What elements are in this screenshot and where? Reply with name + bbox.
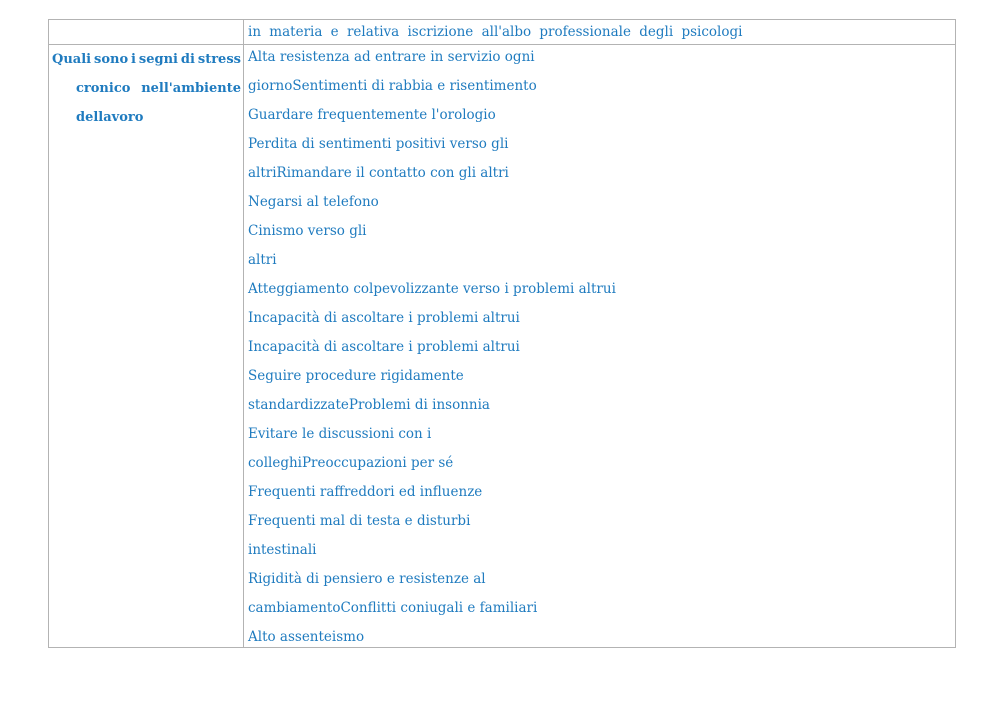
list-item: Guardare frequentemente l'orologio [248, 107, 496, 123]
list-item: giornoSentimenti di rabbia e risentimento [248, 78, 537, 94]
table-cell [244, 20, 956, 45]
list-item: Evitare le discussioni con i [248, 426, 432, 442]
question-word: stress [197, 52, 241, 67]
content-table [48, 19, 956, 648]
list-item: Cinismo verso gli [248, 223, 367, 239]
question-word: nell'ambiente [141, 81, 241, 96]
table-row [49, 20, 956, 45]
list-item: standardizzateProblemi di insonnia [248, 397, 490, 413]
question-word: dellavoro [76, 110, 144, 125]
question-word: di [180, 52, 195, 67]
list-item: Atteggiamento colpevolizzante verso i problemi altrui [248, 281, 616, 297]
list-item: intestinali [248, 542, 317, 558]
table-row [49, 45, 956, 648]
list-item: Incapacità di ascoltare i problemi altrui [248, 339, 520, 355]
question-line [52, 74, 241, 103]
signs-list [244, 45, 955, 647]
question-word: sono [94, 52, 129, 67]
question-word: segni [138, 52, 178, 67]
list-item: Negarsi al telefono [248, 194, 379, 210]
list-item: Incapacità di ascoltare i problemi altrui [248, 310, 520, 326]
empty-cell [49, 20, 244, 45]
list-item: Seguire procedure rigidamente [248, 368, 464, 384]
signs-cell [244, 45, 956, 648]
question-heading [49, 45, 243, 132]
list-item: Rigidità di pensiero e resistenze al [248, 571, 486, 587]
question-word: cronico [76, 81, 131, 96]
list-item: Perdita di sentimenti positivi verso gli [248, 136, 509, 152]
question-word: Quali [52, 52, 92, 67]
list-item: Alta resistenza ad entrare in servizio ogni [248, 49, 535, 65]
list-item: cambiamentoConflitti coniugali e familiari [248, 600, 538, 616]
list-item: Frequenti mal di testa e disturbi [248, 513, 471, 529]
question-cell [49, 45, 244, 648]
list-item: altriRimandare il contatto con gli altri [248, 165, 509, 181]
list-item: Frequenti raffreddori ed influenze [248, 484, 483, 500]
list-item: colleghiPreoccupazioni per sé [248, 455, 454, 471]
question-line [52, 45, 241, 74]
question-line [52, 103, 241, 132]
cell-text: in materia e relativa iscrizione all'albo professionale degli psicologi [248, 24, 743, 40]
list-item: altri [248, 252, 277, 268]
list-item: Alto assenteismo [248, 629, 365, 645]
question-word: i [131, 52, 136, 67]
